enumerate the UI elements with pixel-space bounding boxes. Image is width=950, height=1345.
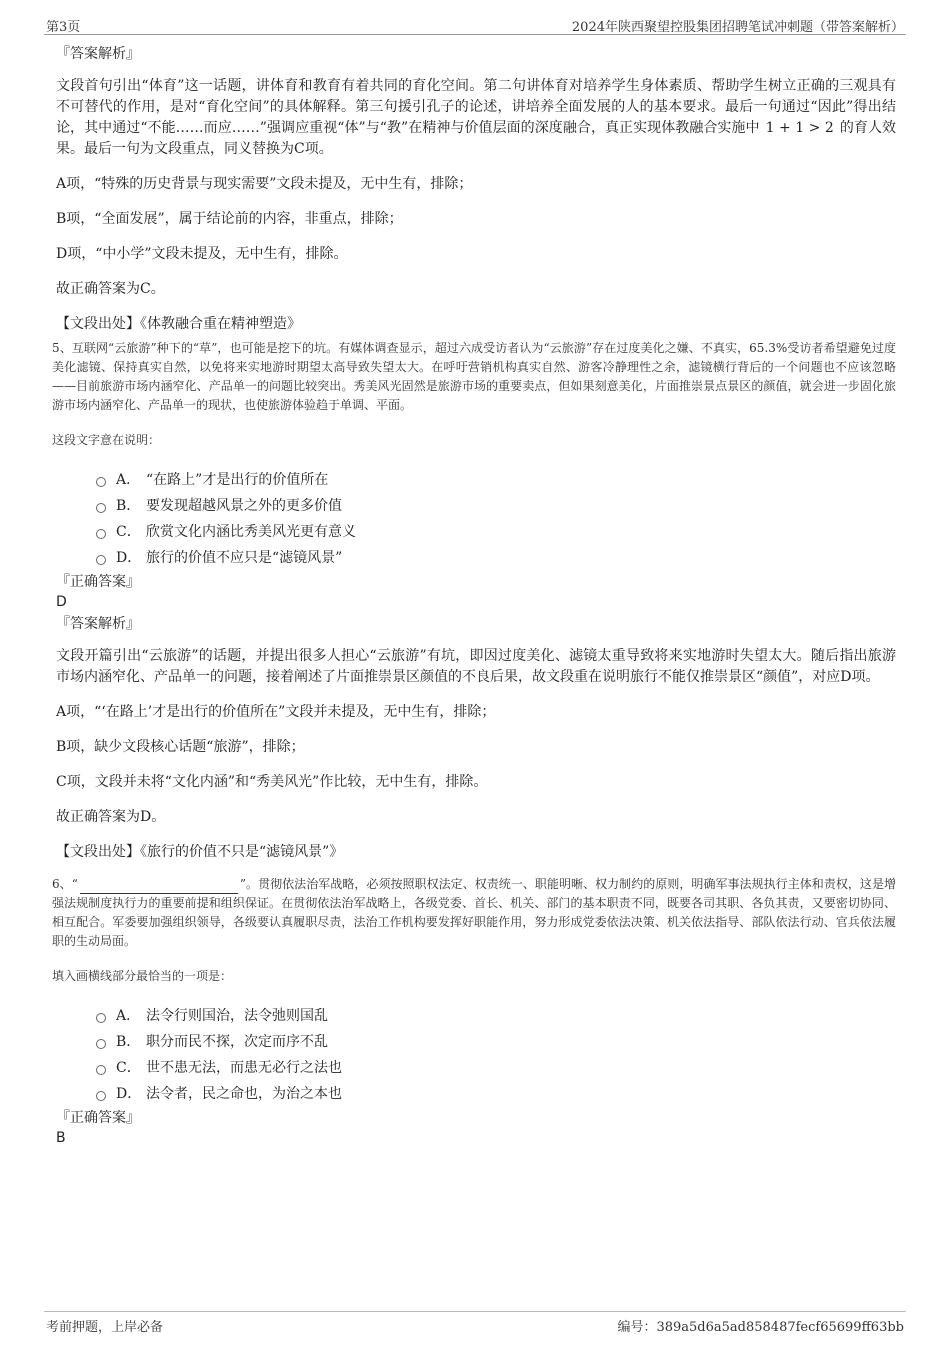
q6-answer: B xyxy=(56,1130,66,1146)
radio-icon[interactable] xyxy=(96,477,106,487)
q6-text: 6、“ ”。贯彻依法治军战略，必须按照职权法定、权责统一、职能明晰、权力制约的原则，明确军事法规执行主体和责权，这是增强法规制度执行力的重要前提和组织保证。在贯彻依法治军战略上，各级党委、首长、机关、部门的基本职责不同，既要各司其职、各负其责，又要密切协同、相互配合。军委要加强组织领导，各级要认真履职尽责，法治工作机构要发挥好职能作用，努力形成党委依法决策、机关依法指导、部队依法行动、官兵依法履职的生动局面。 xyxy=(52,877,897,948)
q5-options xyxy=(96,466,896,570)
q6-option-a[interactable]: A． 法令行则国治，法令弛则国乱 xyxy=(96,1002,896,1028)
page-footer xyxy=(44,1311,906,1336)
q6-prompt: 填入画横线部分最恰当的一项是： xyxy=(52,969,233,983)
document-id: 编号：389a5d6a5ad858487fecf65699ff63bb xyxy=(617,1320,904,1335)
q4-analysis-math: 1 + 1 > 2 xyxy=(765,120,834,136)
page-content xyxy=(52,44,897,1146)
q5-option-d[interactable]: D． 旅行的价值不应只是“滤镜风景” xyxy=(96,544,896,570)
q5-note-b: B项，缺少文段核心话题“旅游”，排除； xyxy=(56,739,305,755)
q5-answer-label: 『正确答案』 xyxy=(56,574,140,590)
q4-conclusion: 故正确答案为C。 xyxy=(56,281,165,297)
radio-icon[interactable] xyxy=(96,503,106,513)
radio-icon[interactable] xyxy=(96,1065,106,1075)
q6-options xyxy=(96,1002,896,1106)
q6-option-b[interactable]: B． 职分而民不探，次定而序不乱 xyxy=(96,1028,896,1054)
q6-answer-label: 『正确答案』 xyxy=(56,1110,140,1126)
radio-icon[interactable] xyxy=(96,1091,106,1101)
page-header xyxy=(44,14,906,35)
q5-conclusion: 故正确答案为D。 xyxy=(56,809,166,825)
radio-icon[interactable] xyxy=(96,555,106,565)
q5-option-a[interactable]: A． “在路上”才是出行的价值所在 xyxy=(96,466,896,492)
q5-analysis-label: 『答案解析』 xyxy=(56,616,140,632)
q5-source: 【文段出处】《旅行的价值不只是“滤镜风景”》 xyxy=(56,844,344,860)
fill-blank xyxy=(80,893,238,894)
q4-analysis-pre: 文段首句引出“体育”这一话题，讲体育和教育有着共同的育化空间。第二句讲体育对培养学生身体素质、帮助学生树立正确的三观具有不可替代的作用，是对“育化空间”的具体解释。第三句援引孔子的论述，讲培养全面发展的人的基本要求。最后一句通过“因此”得出结论，其中通过“不能……而应……”强调应重视“体”与“教”在精神与价值层面的深度融合，真正实现体教融合实施中 xyxy=(56,78,896,136)
q6-option-d[interactable]: D． 法令者，民之命也，为治之本也 xyxy=(96,1080,896,1106)
radio-icon[interactable] xyxy=(96,529,106,539)
q5-answer: D xyxy=(56,594,67,610)
q5-note-c: C项，文段并未将“文化内涵”和“秀美风光”作比较，无中生有，排除。 xyxy=(56,774,488,790)
q4-analysis-post: 的育人效果。最后一句为文段重点，同义替换为C项。 xyxy=(56,120,897,157)
footer-slogan: 考前押题，上岸必备 xyxy=(46,1320,164,1335)
q5-text: 5、互联网“云旅游”种下的“草”，也可能是挖下的坑。有媒体调查显示，超过六成受访者认为“云旅游”存在过度美化之嫌、不真实，65.3%受访者希望避免过度美化滤镜、保持真实自然，以免将来实地游时期望太高导致失望太大。在呼吁营销机构真实自然、游客冷静理性之余，滤镜横行背后的一个问题也不应该忽略——目前旅游市场内涵窄化、产品单一的问题比较突出。秀美风光固然是旅游市场的重要卖点，但如果刻意美化，片面推崇景点景区的颜值，就会进一步固化旅游市场内涵窄化、产品单一的现状，也使旅游体验趋于单调、平面。 xyxy=(52,341,896,412)
q6-option-c[interactable]: C． 世不患无法，而患无必行之法也 xyxy=(96,1054,896,1080)
q4-analysis xyxy=(56,76,896,160)
radio-icon[interactable] xyxy=(96,1013,106,1023)
q4-note-d: D项，“中小学”文段未提及，无中生有，排除。 xyxy=(56,246,348,262)
q4-note-a: A项，“特殊的历史背景与现实需要”文段未提及，无中生有，排除； xyxy=(56,176,473,192)
q5-option-b[interactable]: B． 要发现超越风景之外的更多价值 xyxy=(96,492,896,518)
page-number: 第3页 xyxy=(46,20,81,35)
q5-analysis: 文段开篇引出“云旅游”的话题，并提出很多人担心“云旅游”有坑，即因过度美化、滤镜太重导致将来实地游时失望太大。随后指出旅游市场内涵窄化、产品单一的问题，接着阐述了片面推崇景区颜值的不良后果，故文段重在说明旅行不能仅推崇景区“颜值”，对应D项。 xyxy=(56,648,896,685)
q5-prompt: 这段文字意在说明： xyxy=(52,433,161,447)
q4-analysis-label: 『答案解析』 xyxy=(56,46,140,62)
q4-source: 【文段出处】《体教融合重在精神塑造》 xyxy=(56,316,301,332)
q5-option-c[interactable]: C． 欣赏文化内涵比秀美风光更有意义 xyxy=(96,518,896,544)
q5-note-a: A项，“‘在路上’才是出行的价值所在”文段并未提及，无中生有，排除； xyxy=(56,704,496,720)
q4-note-b: B项，“全面发展”，属于结论前的内容，非重点，排除； xyxy=(56,211,403,227)
document-title: 2024年陕西聚望控股集团招聘笔试冲刺题（带答案解析） xyxy=(571,20,904,35)
radio-icon[interactable] xyxy=(96,1039,106,1049)
